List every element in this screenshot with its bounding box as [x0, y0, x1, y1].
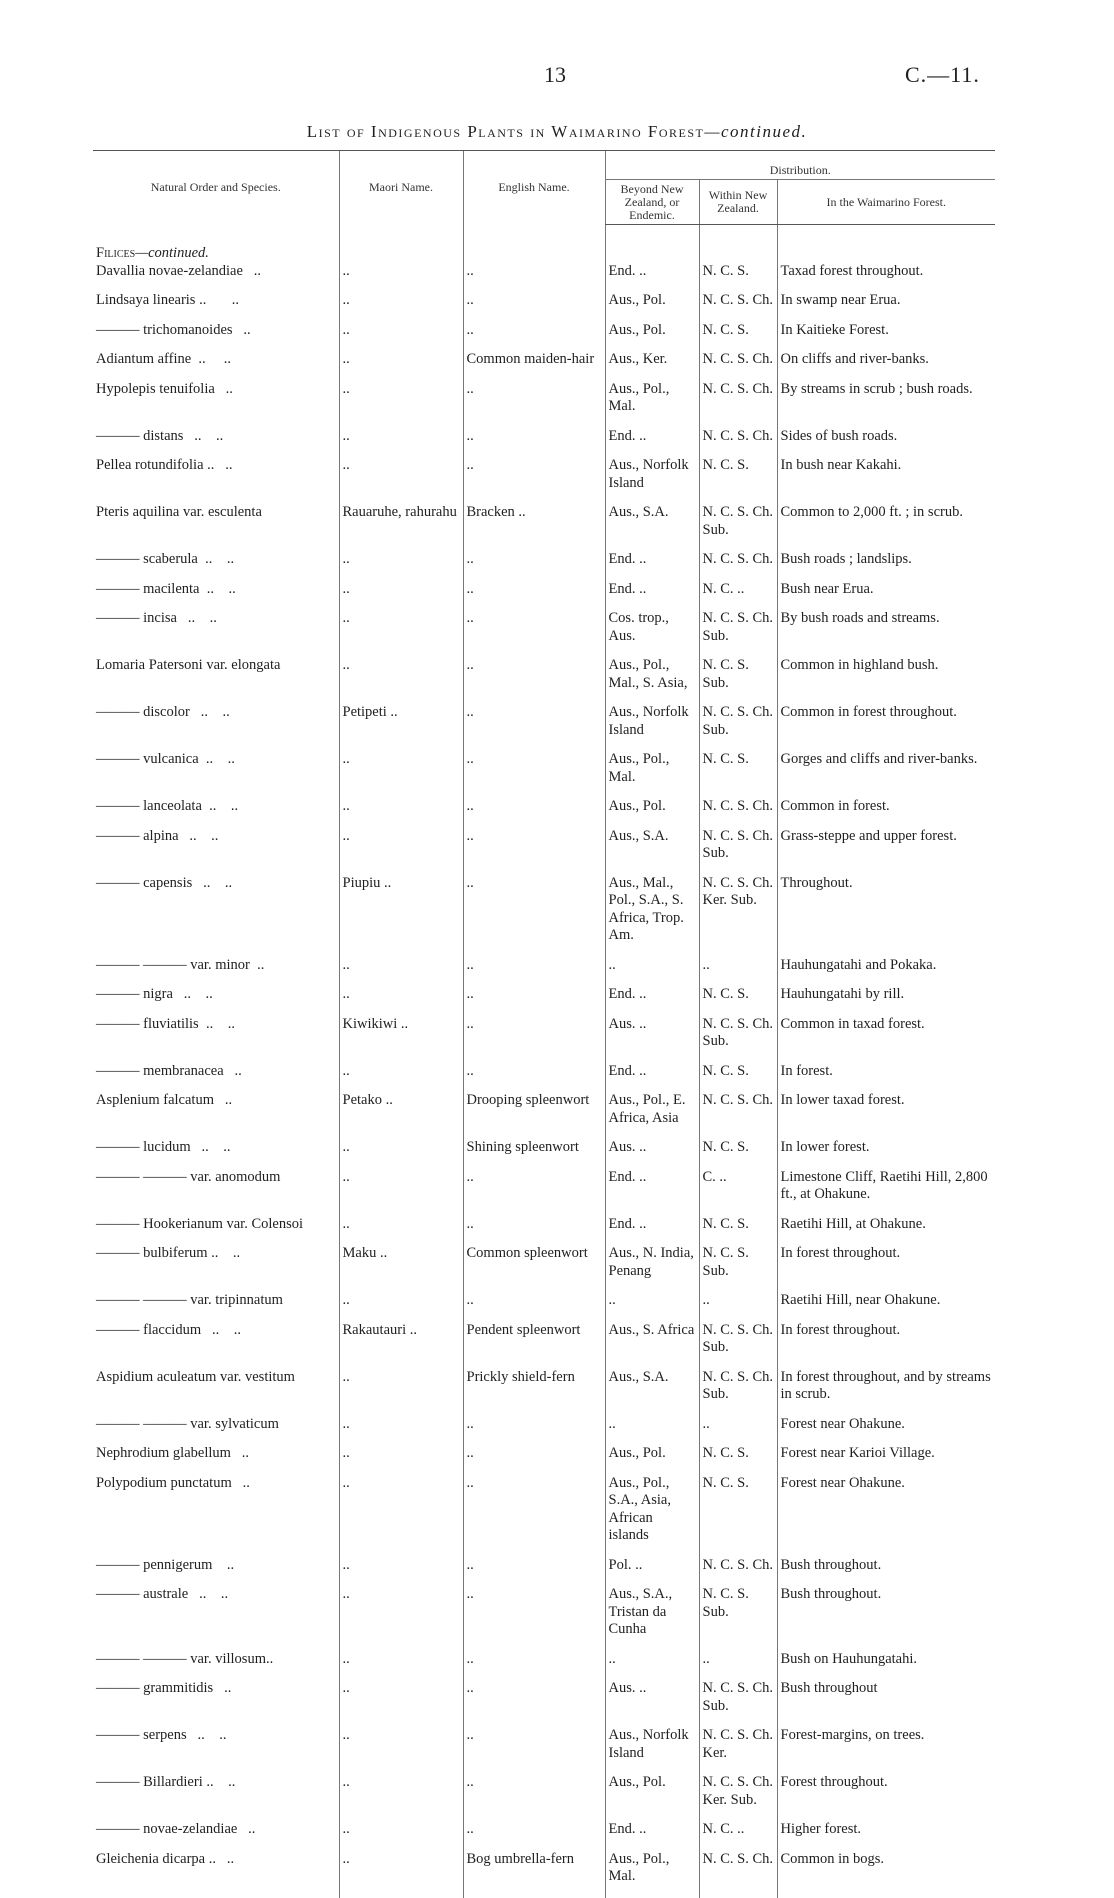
within-nz-cell: N. C. S. Ch. — [699, 381, 777, 428]
title-main: List of Indigenous Plants in Waimarino Forest — [306, 122, 705, 141]
maori-name-cell: .. — [339, 1292, 463, 1322]
species-cell: ——— Billardieri .. .. — [96, 1774, 236, 1790]
english-name-cell: Drooping spleenwort — [463, 1092, 605, 1139]
waimarino-cell: By streams in scrub ; bush roads. — [777, 381, 995, 428]
table-row — [93, 1016, 995, 1063]
table-row — [93, 657, 995, 704]
within-nz-cell: .. — [699, 1292, 777, 1322]
english-name-cell: .. — [463, 657, 605, 704]
species-cell: Asplenium falcatum .. — [96, 1092, 233, 1108]
beyond-nz-cell: .. — [605, 1292, 699, 1322]
beyond-nz-cell: Aus., Pol., Mal. — [605, 751, 699, 798]
table-row — [93, 1475, 995, 1557]
beyond-nz-cell: Aus., S.A. — [605, 1369, 699, 1416]
maori-name-cell: Rakautauri .. — [339, 1322, 463, 1369]
english-name-cell: .. — [463, 1651, 605, 1681]
waimarino-cell: Bush near Erua. — [777, 581, 995, 611]
waimarino-cell: Common in bogs. — [777, 1851, 995, 1898]
species-cell: ——— lanceolata .. .. — [96, 798, 239, 814]
english-name-cell: .. — [463, 751, 605, 798]
waimarino-cell: Grass-steppe and upper forest. — [777, 828, 995, 875]
table-row — [93, 1322, 995, 1369]
species-cell: Aspidium aculeatum var. vestitum — [96, 1368, 295, 1385]
english-name-cell: .. — [463, 1416, 605, 1446]
english-name-cell: .. — [463, 1680, 605, 1727]
maori-name-cell: .. — [339, 1369, 463, 1416]
species-cell: ——— discolor .. .. — [96, 704, 230, 720]
waimarino-cell: Forest near Ohakune. — [777, 1416, 995, 1446]
table-row — [93, 351, 995, 381]
table-row — [93, 1680, 995, 1727]
table-row — [93, 1063, 995, 1093]
page-number: 13 — [544, 62, 566, 87]
beyond-nz-cell: Aus., S.A. — [605, 828, 699, 875]
maori-name-cell: .. — [339, 1416, 463, 1446]
english-name-cell: Prickly shield-fern — [463, 1369, 605, 1416]
beyond-nz-cell: Aus., Pol., Mal., S. Asia, — [605, 657, 699, 704]
waimarino-cell: Bush throughout. — [777, 1557, 995, 1587]
table-row — [93, 1727, 995, 1774]
table-row — [93, 1651, 995, 1681]
maori-name-cell: .. — [339, 1169, 463, 1216]
english-name-cell: .. — [463, 828, 605, 875]
beyond-nz-cell: End. .. — [605, 263, 699, 293]
waimarino-cell: Higher forest. — [777, 1821, 995, 1851]
table-row — [93, 1557, 995, 1587]
table-row — [93, 381, 995, 428]
beyond-nz-cell: Aus., Pol., Mal. — [605, 1851, 699, 1898]
species-cell: ——— Hookerianum var. Colensoi — [96, 1215, 304, 1232]
within-nz-cell: N. C. S. — [699, 1445, 777, 1475]
within-nz-cell: N. C. .. — [699, 1821, 777, 1851]
table-row — [93, 1416, 995, 1446]
maori-name-cell: .. — [339, 581, 463, 611]
waimarino-cell: In lower taxad forest. — [777, 1092, 995, 1139]
beyond-nz-cell: Aus. .. — [605, 1016, 699, 1063]
header-maori: Maori Name. — [339, 151, 463, 225]
waimarino-cell: In swamp near Erua. — [777, 292, 995, 322]
waimarino-cell: Common in forest. — [777, 798, 995, 828]
within-nz-cell: N. C. S. Ch. Sub. — [699, 504, 777, 551]
within-nz-cell: .. — [699, 1416, 777, 1446]
english-name-cell: Common maiden-hair — [463, 351, 605, 381]
table-row — [93, 581, 995, 611]
within-nz-cell: N. C. S. — [699, 1216, 777, 1246]
table-row — [93, 1445, 995, 1475]
english-name-cell: .. — [463, 875, 605, 957]
waimarino-cell: In forest throughout. — [777, 1245, 995, 1292]
maori-name-cell: Petipeti .. — [339, 704, 463, 751]
beyond-nz-cell: .. — [605, 957, 699, 987]
within-nz-cell: N. C. S. — [699, 1475, 777, 1557]
species-cell: Gleichenia dicarpa .. .. — [96, 1850, 235, 1867]
english-name-cell: .. — [463, 1063, 605, 1093]
species-cell: ——— ——— var. villosum.. — [96, 1650, 274, 1667]
maori-name-cell: .. — [339, 610, 463, 657]
table-row — [93, 1169, 995, 1216]
beyond-nz-cell: Aus., S.A. — [605, 504, 699, 551]
within-nz-cell: N. C. S. Sub. — [699, 657, 777, 704]
table-row — [93, 610, 995, 657]
within-nz-cell: N. C. S. Ch. Sub. — [699, 1680, 777, 1727]
species-cell: Adiantum affine .. .. — [96, 351, 232, 367]
waimarino-cell: Limestone Cliff, Raetihi Hill, 2,800 ft., at Ohakune. — [777, 1169, 995, 1216]
english-name-cell: .. — [463, 1169, 605, 1216]
maori-name-cell: .. — [339, 1851, 463, 1898]
english-name-cell: Pendent spleenwort — [463, 1322, 605, 1369]
within-nz-cell: C. .. — [699, 1169, 777, 1216]
species-cell: ——— trichomanoides .. — [96, 321, 251, 338]
beyond-nz-cell: Aus., S.A., Tristan da Cunha — [605, 1586, 699, 1651]
english-name-cell: .. — [463, 263, 605, 293]
waimarino-cell: Bush roads ; landslips. — [777, 551, 995, 581]
table-row — [93, 751, 995, 798]
species-cell: Davallia novae-zelandiae .. — [96, 262, 262, 279]
maori-name-cell: .. — [339, 292, 463, 322]
english-name-cell: .. — [463, 986, 605, 1016]
maori-name-cell: Kiwikiwi .. — [339, 1016, 463, 1063]
maori-name-cell: .. — [339, 1680, 463, 1727]
waimarino-cell: Common in taxad forest. — [777, 1016, 995, 1063]
english-name-cell: .. — [463, 1821, 605, 1851]
table-row — [93, 986, 995, 1016]
table-row — [93, 1369, 995, 1416]
within-nz-cell: N. C. S. Ch. Sub. — [699, 704, 777, 751]
species-cell: ——— lucidum .. .. — [96, 1139, 231, 1155]
header-waimarino: In the Waimarino Forest. — [777, 180, 995, 225]
maori-name-cell: Piupiu .. — [339, 875, 463, 957]
species-cell: ——— fluviatilis .. .. — [96, 1015, 235, 1032]
table-row — [93, 551, 995, 581]
species-cell: ——— ——— var. minor .. — [96, 956, 265, 973]
species-cell: ——— ——— var. anomodum — [96, 1168, 281, 1185]
plants-table — [93, 150, 995, 1898]
waimarino-cell: Common in highland bush. — [777, 657, 995, 704]
maori-name-cell: .. — [339, 1586, 463, 1651]
table-row — [93, 322, 995, 352]
english-name-cell: .. — [463, 322, 605, 352]
table-row — [93, 875, 995, 957]
english-name-cell: .. — [463, 1727, 605, 1774]
species-cell: ——— grammitidis .. — [96, 1680, 232, 1696]
beyond-nz-cell: Pol. .. — [605, 1557, 699, 1587]
within-nz-cell: N. C. S. Ch. Sub. — [699, 610, 777, 657]
maori-name-cell: .. — [339, 1557, 463, 1587]
maori-name-cell: Maku .. — [339, 1245, 463, 1292]
maori-name-cell: .. — [339, 1445, 463, 1475]
document-code: C.—11. — [905, 62, 980, 87]
beyond-nz-cell: End. .. — [605, 1216, 699, 1246]
maori-name-cell: .. — [339, 986, 463, 1016]
maori-name-cell: .. — [339, 551, 463, 581]
beyond-nz-cell: Aus. .. — [605, 1680, 699, 1727]
species-cell: ——— distans .. .. — [96, 427, 224, 444]
within-nz-cell: N. C. S. Ch. — [699, 1092, 777, 1139]
waimarino-cell: In bush near Kakahi. — [777, 457, 995, 504]
within-nz-cell: N. C. S. Ch. — [699, 1851, 777, 1898]
english-name-cell: .. — [463, 704, 605, 751]
species-cell: Nephrodium glabellum .. — [96, 1445, 250, 1461]
beyond-nz-cell: End. .. — [605, 551, 699, 581]
maori-name-cell: .. — [339, 1821, 463, 1851]
beyond-nz-cell: Aus., Pol. — [605, 1445, 699, 1475]
waimarino-cell: In forest throughout. — [777, 1322, 995, 1369]
table-row — [93, 1245, 995, 1292]
waimarino-cell: Sides of bush roads. — [777, 428, 995, 458]
waimarino-cell: In forest. — [777, 1063, 995, 1093]
maori-name-cell: .. — [339, 957, 463, 987]
header-within: Within New Zealand. — [699, 180, 777, 225]
maori-name-cell: .. — [339, 1139, 463, 1169]
within-nz-cell: N. C. S. Ch. Sub. — [699, 1016, 777, 1063]
english-name-cell: .. — [463, 1475, 605, 1557]
english-name-cell: .. — [463, 1292, 605, 1322]
table-row — [93, 1216, 995, 1246]
header-beyond: Beyond New Zealand, or Endemic. — [605, 180, 699, 225]
waimarino-cell: In lower forest. — [777, 1139, 995, 1169]
maori-name-cell: .. — [339, 322, 463, 352]
beyond-nz-cell: End. .. — [605, 581, 699, 611]
beyond-nz-cell: End. .. — [605, 986, 699, 1016]
beyond-nz-cell: End. .. — [605, 1063, 699, 1093]
english-name-cell: .. — [463, 1586, 605, 1651]
waimarino-cell: By bush roads and streams. — [777, 610, 995, 657]
within-nz-cell: N. C. S. Ch. Ker. Sub. — [699, 875, 777, 957]
beyond-nz-cell: Aus. .. — [605, 1139, 699, 1169]
species-cell: ——— alpina .. .. — [96, 827, 219, 844]
species-cell: ——— novae-zelandiae .. — [96, 1821, 256, 1837]
beyond-nz-cell: Aus., Norfolk Island — [605, 704, 699, 751]
beyond-nz-cell: Aus., Pol., S.A., Asia, African islands — [605, 1475, 699, 1557]
species-cell: ——— macilenta .. .. — [96, 580, 236, 597]
maori-name-cell: .. — [339, 828, 463, 875]
species-cell: ——— serpens .. .. — [96, 1727, 227, 1743]
table-row — [93, 1092, 995, 1139]
group-name: Filices — [96, 245, 136, 261]
title-continued: —continued. — [704, 122, 808, 141]
species-cell: Pteris aquilina var. esculenta — [96, 504, 262, 520]
table-row — [93, 1139, 995, 1169]
table-row — [93, 292, 995, 322]
english-name-cell: .. — [463, 551, 605, 581]
within-nz-cell: .. — [699, 1651, 777, 1681]
table-row — [93, 428, 995, 458]
species-cell: Hypolepis tenuifolia .. — [96, 380, 233, 397]
within-nz-cell: .. — [699, 957, 777, 987]
beyond-nz-cell: Cos. trop., Aus. — [605, 610, 699, 657]
english-name-cell: Common spleenwort — [463, 1245, 605, 1292]
within-nz-cell: N. C. S. — [699, 322, 777, 352]
waimarino-cell: In forest throughout, and by streams in scrub. — [777, 1369, 995, 1416]
waimarino-cell: Taxad forest throughout. — [777, 263, 995, 293]
beyond-nz-cell: .. — [605, 1651, 699, 1681]
species-cell: Pellea rotundifolia .. .. — [96, 457, 233, 473]
beyond-nz-cell: Aus., N. India, Penang — [605, 1245, 699, 1292]
beyond-nz-cell: Aus., Norfolk Island — [605, 457, 699, 504]
waimarino-cell: Hauhungatahi by rill. — [777, 986, 995, 1016]
beyond-nz-cell: Aus., Pol. — [605, 1774, 699, 1821]
species-cell: ——— flaccidum .. .. — [96, 1321, 241, 1338]
waimarino-cell: Forest near Karioi Village. — [777, 1445, 995, 1475]
group-continued: —continued. — [135, 245, 209, 261]
waimarino-cell: Raetihi Hill, near Ohakune. — [777, 1292, 995, 1322]
english-name-cell: .. — [463, 798, 605, 828]
group-heading-row — [93, 245, 995, 263]
maori-name-cell: .. — [339, 1475, 463, 1557]
maori-name-cell: .. — [339, 1216, 463, 1246]
beyond-nz-cell: Aus., Pol. — [605, 322, 699, 352]
page-title — [0, 122, 1114, 142]
waimarino-cell: On cliffs and river-banks. — [777, 351, 995, 381]
within-nz-cell: N. C. S. — [699, 986, 777, 1016]
english-name-cell: Shining spleenwort — [463, 1139, 605, 1169]
header-english: English Name. — [463, 151, 605, 225]
within-nz-cell: N. C. S. — [699, 1139, 777, 1169]
species-cell: ——— scaberula .. .. — [96, 551, 235, 567]
waimarino-cell: Gorges and cliffs and river-banks. — [777, 751, 995, 798]
table-row — [93, 1821, 995, 1851]
species-cell: ——— vulcanica .. .. — [96, 751, 235, 767]
within-nz-cell: N. C. S. Ch. — [699, 428, 777, 458]
english-name-cell: .. — [463, 1445, 605, 1475]
table-row — [93, 957, 995, 987]
waimarino-cell: Throughout. — [777, 875, 995, 957]
maori-name-cell: .. — [339, 263, 463, 293]
maori-name-cell: .. — [339, 351, 463, 381]
maori-name-cell: .. — [339, 798, 463, 828]
within-nz-cell: N. C. S. — [699, 1063, 777, 1093]
maori-name-cell: .. — [339, 1727, 463, 1774]
english-name-cell: .. — [463, 610, 605, 657]
english-name-cell: .. — [463, 381, 605, 428]
beyond-nz-cell: Aus., S. Africa — [605, 1322, 699, 1369]
english-name-cell: .. — [463, 1774, 605, 1821]
maori-name-cell: .. — [339, 1774, 463, 1821]
beyond-nz-cell: Aus., Ker. — [605, 351, 699, 381]
table-row — [93, 1851, 995, 1898]
english-name-cell: Bracken .. — [463, 504, 605, 551]
waimarino-cell: Forest near Ohakune. — [777, 1475, 995, 1557]
within-nz-cell: N. C. S. Sub. — [699, 1586, 777, 1651]
within-nz-cell: N. C. S. — [699, 457, 777, 504]
english-name-cell: .. — [463, 292, 605, 322]
waimarino-cell: Hauhungatahi and Pokaka. — [777, 957, 995, 987]
maori-name-cell: .. — [339, 428, 463, 458]
english-name-cell: .. — [463, 428, 605, 458]
species-cell: ——— incisa .. .. — [96, 610, 217, 626]
within-nz-cell: N. C. S. Ch. — [699, 351, 777, 381]
maori-name-cell: Rauaruhe, rahurahu — [339, 504, 463, 551]
beyond-nz-cell: Aus., Norfolk Island — [605, 1727, 699, 1774]
maori-name-cell: .. — [339, 1651, 463, 1681]
species-cell: ——— pennigerum .. — [96, 1556, 235, 1573]
maori-name-cell: .. — [339, 1063, 463, 1093]
waimarino-cell: Common to 2,000 ft. ; in scrub. — [777, 504, 995, 551]
english-name-cell: .. — [463, 457, 605, 504]
within-nz-cell: N. C. S. Ch. — [699, 798, 777, 828]
maori-name-cell: .. — [339, 657, 463, 704]
beyond-nz-cell: Aus., Pol., E. Africa, Asia — [605, 1092, 699, 1139]
within-nz-cell: N. C. .. — [699, 581, 777, 611]
table-row — [93, 263, 995, 293]
species-cell: Polypodium punctatum .. — [96, 1474, 250, 1491]
beyond-nz-cell: End. .. — [605, 1169, 699, 1216]
waimarino-cell: Raetihi Hill, at Ohakune. — [777, 1216, 995, 1246]
table-row — [93, 1774, 995, 1821]
table-row — [93, 504, 995, 551]
waimarino-cell: Forest throughout. — [777, 1774, 995, 1821]
beyond-nz-cell: Aus., Pol. — [605, 292, 699, 322]
english-name-cell: .. — [463, 1216, 605, 1246]
species-cell: ——— capensis .. .. — [96, 874, 233, 891]
header-distribution: Distribution. — [605, 151, 995, 180]
species-cell: ——— bulbiferum .. .. — [96, 1245, 241, 1261]
english-name-cell: .. — [463, 581, 605, 611]
within-nz-cell: N. C. S. — [699, 751, 777, 798]
species-cell: ——— australe .. .. — [96, 1586, 229, 1602]
within-nz-cell: N. C. S. Ch. — [699, 292, 777, 322]
english-name-cell: .. — [463, 1016, 605, 1063]
maori-name-cell: .. — [339, 751, 463, 798]
within-nz-cell: N. C. S. — [699, 263, 777, 293]
table-row — [93, 828, 995, 875]
table-row — [93, 457, 995, 504]
table-row — [93, 1586, 995, 1651]
within-nz-cell: N. C. S. Sub. — [699, 1245, 777, 1292]
beyond-nz-cell: Aus., Pol. — [605, 798, 699, 828]
english-name-cell: .. — [463, 957, 605, 987]
waimarino-cell: In Kaitieke Forest. — [777, 322, 995, 352]
within-nz-cell: N. C. S. Ch. Sub. — [699, 1369, 777, 1416]
beyond-nz-cell: Aus., Pol., Mal. — [605, 381, 699, 428]
waimarino-cell: Common in forest throughout. — [777, 704, 995, 751]
waimarino-cell: Bush on Hauhungatahi. — [777, 1651, 995, 1681]
within-nz-cell: N. C. S. Ch. — [699, 1557, 777, 1587]
waimarino-cell: Bush throughout. — [777, 1586, 995, 1651]
table-body — [93, 225, 995, 1898]
within-nz-cell: N. C. S. Ch. Sub. — [699, 1322, 777, 1369]
species-cell: Lomaria Patersoni var. elongata — [96, 657, 281, 673]
table-row — [93, 1292, 995, 1322]
within-nz-cell: N. C. S. Ch. Sub. — [699, 828, 777, 875]
species-cell: Lindsaya linearis .. .. — [96, 292, 239, 308]
species-cell: ——— membranacea .. — [96, 1062, 242, 1079]
maori-name-cell: Petako .. — [339, 1092, 463, 1139]
species-cell: ——— nigra .. .. — [96, 986, 213, 1002]
beyond-nz-cell: End. .. — [605, 428, 699, 458]
beyond-nz-cell: Aus., Mal., Pol., S.A., S. Africa, Trop. Am. — [605, 875, 699, 957]
maori-name-cell: .. — [339, 457, 463, 504]
species-cell: ——— ——— var. sylvaticum — [96, 1415, 279, 1432]
table-row — [93, 798, 995, 828]
english-name-cell: .. — [463, 1557, 605, 1587]
within-nz-cell: N. C. S. Ch. Ker. Sub. — [699, 1774, 777, 1821]
waimarino-cell: Bush throughout — [777, 1680, 995, 1727]
table-row — [93, 704, 995, 751]
beyond-nz-cell: End. .. — [605, 1821, 699, 1851]
within-nz-cell: N. C. S. Ch. — [699, 551, 777, 581]
maori-name-cell: .. — [339, 381, 463, 428]
waimarino-cell: Forest-margins, on trees. — [777, 1727, 995, 1774]
within-nz-cell: N. C. S. Ch. Ker. — [699, 1727, 777, 1774]
header-species: Natural Order and Species. — [93, 151, 339, 225]
group-heading — [93, 245, 339, 263]
species-cell: ——— ——— var. tripinnatum — [96, 1292, 283, 1308]
beyond-nz-cell: .. — [605, 1416, 699, 1446]
english-name-cell: Bog umbrella-fern — [463, 1851, 605, 1898]
